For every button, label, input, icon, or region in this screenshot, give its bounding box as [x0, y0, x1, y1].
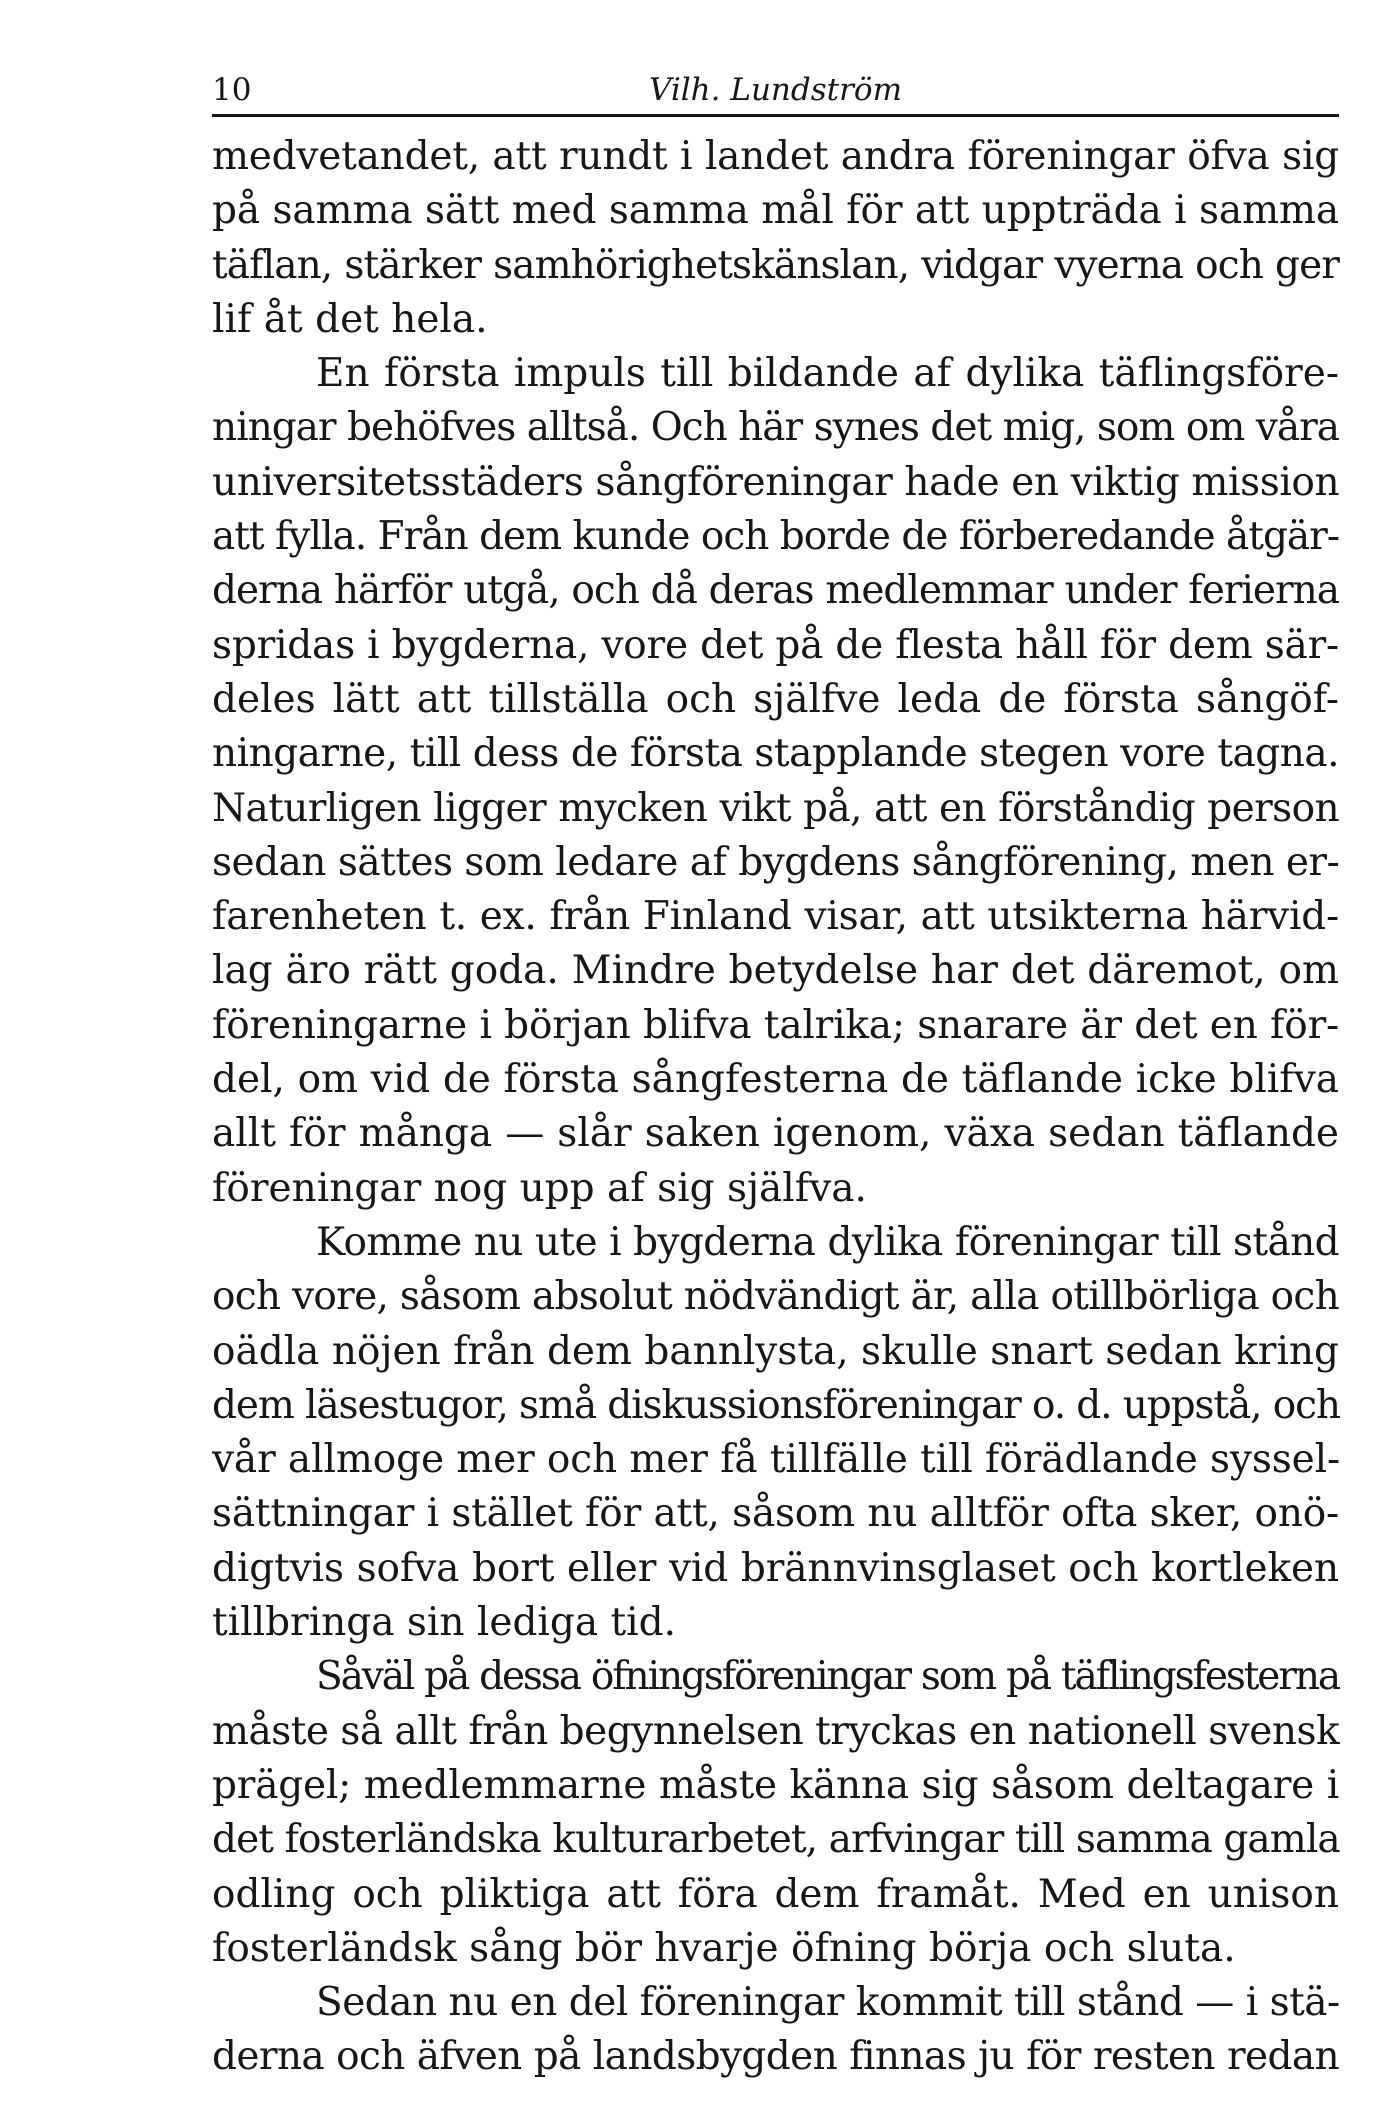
header-rule [212, 114, 1339, 117]
text-line: digtvis sofva bort eller vid brännvinsglaset och kortleken [212, 1545, 1339, 1591]
text-line: farenheten t. ex. från Finland visar, att utsikterna härvid- [212, 894, 1339, 940]
text-line: föreningar nog upp af sig själfva. [212, 1165, 867, 1211]
text-line: vår allmoge mer och mer få tillfälle till förädlande syssel- [212, 1437, 1341, 1483]
text-line: oädla nöjen från dem bannlysta, skulle snart sedan kring [212, 1328, 1340, 1374]
text-line: dem läsestugor, små diskussionsföreningar o. d. uppstå, och [212, 1382, 1340, 1428]
text-line: lag äro rätt goda. Mindre betydelse har det däremot, om [212, 948, 1339, 994]
text-line: ningarne, till dess de första stapplande stegen vore tagna. [212, 731, 1339, 777]
text-line: fosterländsk sång bör hvarje öfning börja och sluta. [212, 1925, 1236, 1971]
text-line: spridas i bygderna, vore det på de flesta håll för dem sär- [212, 622, 1339, 668]
text-line: del, om vid de första sångfesterna de täflande icke blifva [212, 1057, 1339, 1103]
text-line: sättningar i stället för att, såsom nu alltför ofta sker, onö- [212, 1491, 1339, 1537]
text-line: prägel; medlemmarne måste känna sig såsom deltagare i [212, 1762, 1339, 1808]
text-line: derna härför utgå, och då deras medlemmar under ferierna [212, 568, 1339, 614]
text-line: Naturligen ligger mycken vikt på, att en förståndig person [212, 785, 1339, 831]
text-line: det fosterländska kulturarbetet, arfvingar till samma gamla [212, 1817, 1340, 1863]
text-line: ningar behöfves alltså. Och här synes det mig, som om våra [212, 405, 1339, 451]
text-line: och vore, såsom absolut nödvändigt är, alla otillbörliga och [212, 1274, 1339, 1320]
text-line: Sedan nu en del föreningar kommit till stånd — i stä- [316, 1980, 1340, 2026]
body-text [212, 130, 1339, 2085]
running-head: Vilh. Lundström [649, 72, 902, 108]
text-line: föreningarne i början blifva talrika; snarare är det en för- [212, 1002, 1339, 1048]
text-line: lif åt det hela. [212, 296, 488, 342]
text-line: att fylla. Från dem kunde och borde de förberedande åtgär- [212, 514, 1339, 560]
text-line: täflan, stärker samhörighetskänslan, vidgar vyerna och ger [212, 242, 1339, 288]
text-line: tillbringa sin lediga tid. [212, 1600, 677, 1646]
text-line: deles lätt att tillställa och själfve leda de första sångöf- [212, 676, 1339, 722]
text-line: universitetsstäders sångföreningar hade en viktig mission [212, 459, 1340, 505]
page-header [212, 70, 1339, 114]
text-line: odling och pliktiga att föra dem framåt. Med en unison [212, 1871, 1339, 1917]
text-line: måste så allt från begynnelsen tryckas en nationell svensk [212, 1708, 1340, 1754]
text-line: derna och äfven på landsbygden finnas ju för resten redan [212, 2034, 1339, 2080]
page-number: 10 [212, 72, 252, 108]
text-line: Såväl på dessa öfningsföreningar som på täflingsfesterna [316, 1654, 1339, 1700]
text-line: sedan sättes som ledare af bygdens sångförening, men er- [212, 839, 1340, 885]
text-line: allt för många — slår saken igenom, växa sedan täflande [212, 1111, 1339, 1157]
text-line: Komme nu ute i bygderna dylika föreningar till stånd [316, 1219, 1339, 1265]
text-line: En första impuls till bildande af dylika täflingsföre- [316, 351, 1339, 397]
text-line: på samma sätt med samma mål för att uppträda i samma [212, 188, 1339, 234]
text-line: medvetandet, att rundt i landet andra föreningar öfva sig [212, 134, 1339, 179]
